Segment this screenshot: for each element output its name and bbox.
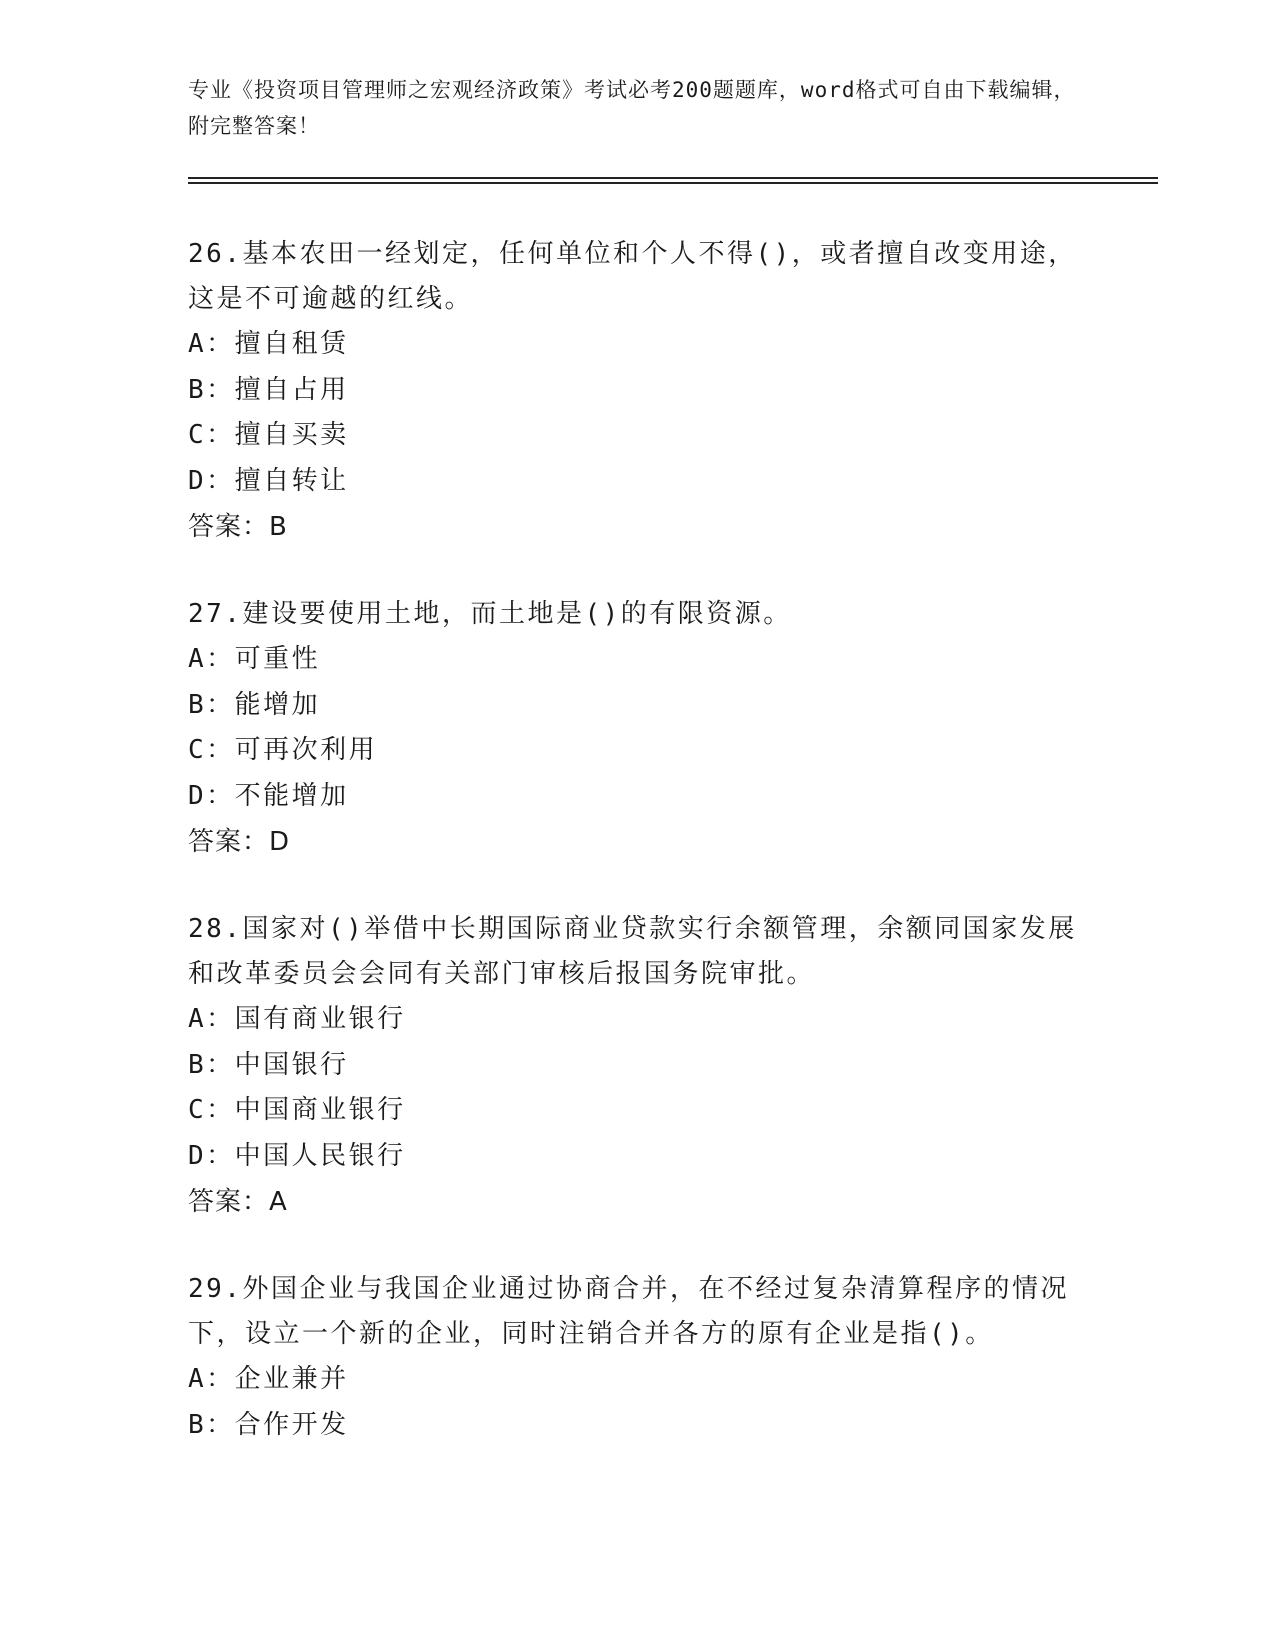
option-b: B：能增加 [188, 689, 321, 720]
option-a: A：擅自租赁 [188, 329, 349, 359]
option-b: B：合作开发 [188, 1409, 349, 1440]
question-29 [188, 1267, 1088, 1448]
question-text: 27.建设要使用土地，而土地是()的有限资源。 [188, 599, 792, 629]
option-c: C：擅自买卖 [188, 420, 349, 450]
option-d: D：不能增加 [188, 780, 349, 811]
option-a: A：国有商业银行 [188, 1004, 406, 1034]
question-text: 26.基本农田一经划定，任何单位和个人不得()，或者擅自改变用途，这是不可逾越的红线。 [188, 239, 1077, 314]
option-a: A：可重性 [188, 644, 321, 674]
question-27 [188, 592, 1088, 865]
option-b: B：擅自占用 [188, 374, 349, 405]
option-c: C：可再次利用 [188, 735, 378, 765]
option-b: B：中国银行 [188, 1049, 349, 1080]
answer-line: 答案：A [188, 1187, 288, 1217]
option-a: A：企业兼并 [188, 1364, 349, 1394]
option-c: C：中国商业银行 [188, 1095, 406, 1125]
answer-line: 答案：B [188, 512, 288, 542]
question-list [188, 232, 1088, 1490]
question-text: 29.外国企业与我国企业通过协商合并，在不经过复杂清算程序的情况下，设立一个新的企业，同时注销合并各方的原有企业是指()。 [188, 1274, 1069, 1349]
option-d: D：擅自转让 [188, 465, 349, 496]
header-divider-top [188, 177, 1158, 179]
question-text: 28.国家对()举借中长期国际商业贷款实行余额管理，余额同国家发展和改革委员会会同有关部门审核后报国务院审批。 [188, 914, 1077, 989]
document-intro: 专业《投资项目管理师之宏观经济政策》考试必考200题题库，word格式可自由下载编辑，附完整答案！ [188, 78, 1076, 138]
header-divider-bottom [188, 182, 1158, 184]
question-28 [188, 907, 1088, 1225]
answer-line: 答案：D [188, 827, 291, 857]
question-26 [188, 232, 1088, 550]
option-d: D：中国人民银行 [188, 1140, 406, 1171]
